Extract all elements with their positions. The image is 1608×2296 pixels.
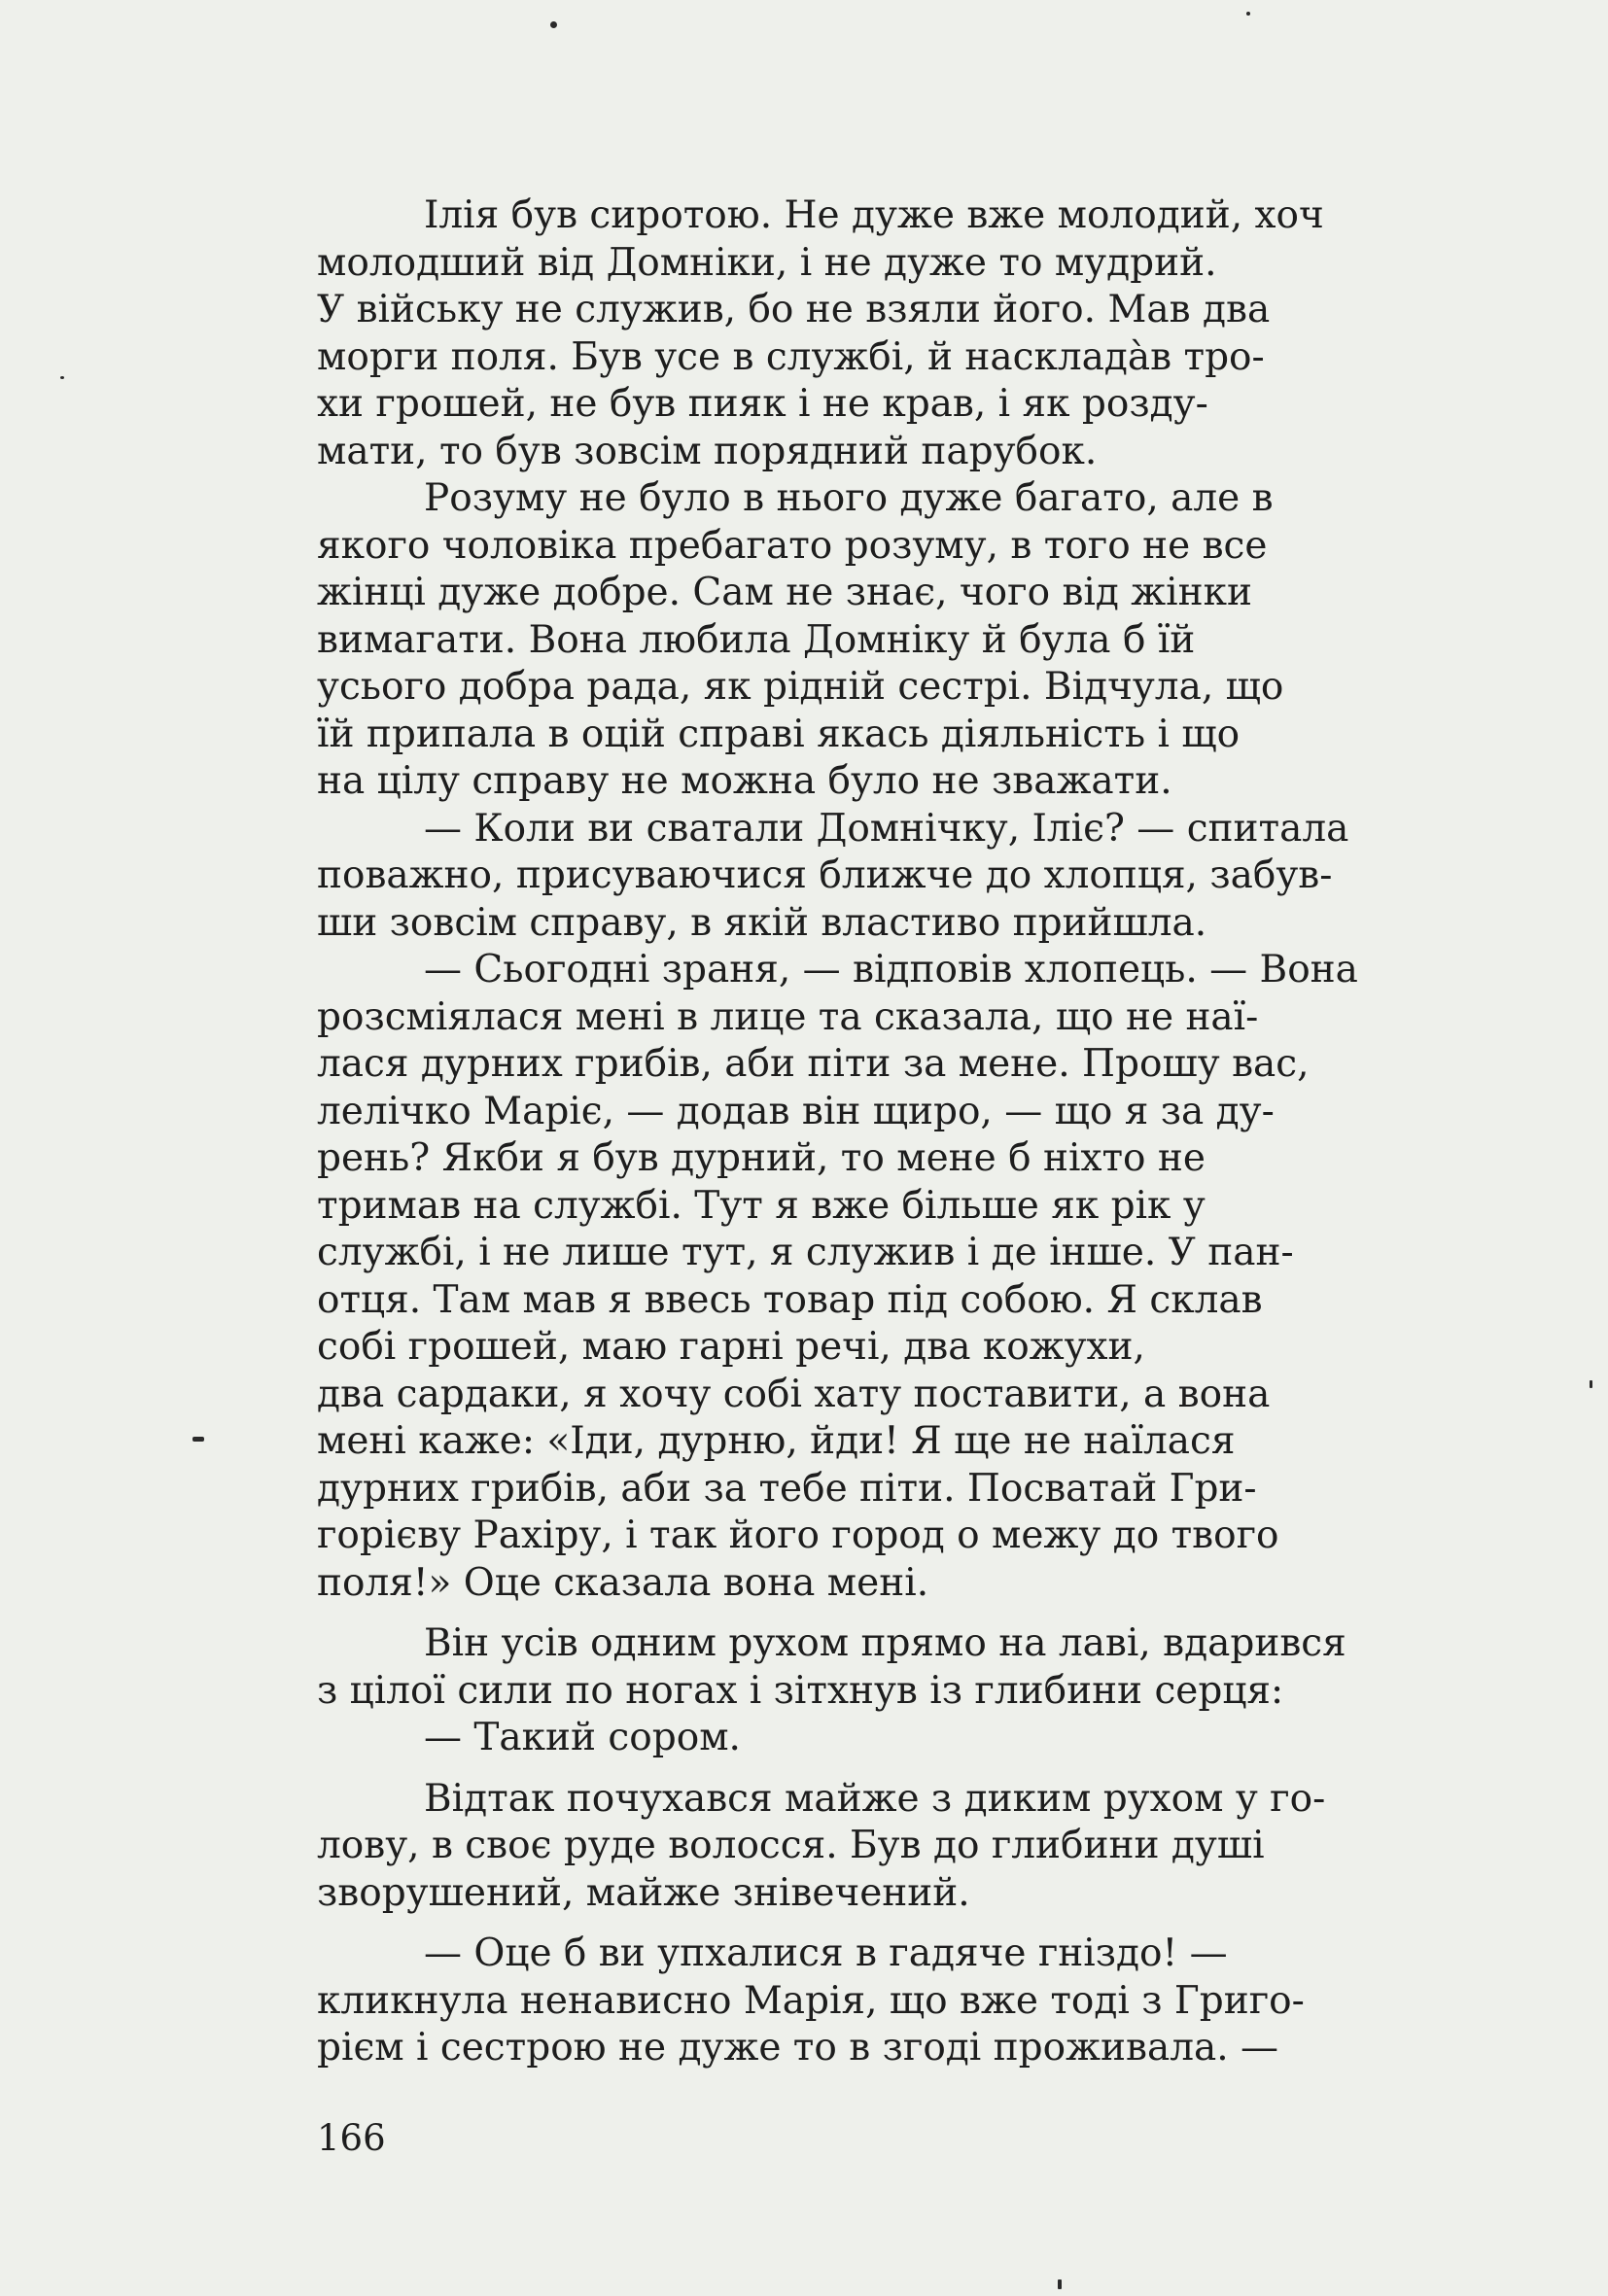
scan-speck (1590, 1380, 1592, 1388)
paragraph-7 (317, 1776, 1557, 1918)
text-line: на цілу справу не можна було не зважати. (317, 759, 1172, 803)
text-line: — Сьогодні зраня, — відповів хлопець. — Вона (424, 948, 1358, 991)
text-line: рень? Якби я був дурний, то мене б ніхто не (317, 1136, 1206, 1180)
text-line: розсміялася мені в лице та сказала, що не наї- (317, 994, 1259, 1039)
text-line: жінці дуже добре. Сам не знає, чого від жінки (317, 571, 1252, 614)
text-line: — Оце б ви упхалися в гадяче гніздо! — (424, 1931, 1228, 1975)
text-line: собі грошей, маю гарні речі, два кожухи, (317, 1325, 1145, 1369)
text-line: вимагати. Вона любила Домніку й була б їй (317, 617, 1196, 662)
page-number: 166 (317, 2117, 386, 2159)
scan-speck (1058, 2279, 1062, 2289)
text-line: ши зовсім справу, в якій властиво прийшла. (317, 900, 1207, 945)
text-line: лелічко Маріє, — додав він щиро, — що я за ду- (317, 1089, 1275, 1133)
text-line: отця. Там мав я ввесь товар під собою. Я склав (317, 1277, 1263, 1322)
text-line: мати, то був зовсім порядний парубок. (317, 429, 1098, 473)
text-line: мені каже: «Іди, дурню, йди! Я ще не наїлася (317, 1419, 1236, 1463)
paragraph-1 (317, 192, 1557, 475)
text-line: морги поля. Був усе в службі, й насклада̀в тро- (317, 334, 1265, 379)
text-line: лася дурних грибів, аби піти за мене. Прошу вас, (317, 1042, 1310, 1086)
paragraph-6 (317, 1715, 1557, 1762)
text-line: службі, і не лише тут, я служив і де інше. У пан- (317, 1231, 1294, 1274)
paragraph-3 (317, 806, 1557, 948)
text-line: Він усів одним рухом прямо на лаві, вдарився (424, 1621, 1346, 1665)
text-line: два сардаки, я хочу собі хату поставити, а вона (317, 1372, 1271, 1416)
paragraph-5 (317, 1620, 1557, 1715)
text-line: У війську не служив, бо не взяли його. Мав два (317, 288, 1271, 331)
text-line: кликнула ненависно Марія, що вже тоді з Григо- (317, 1978, 1305, 2023)
text-line: — Такий сором. (424, 1716, 741, 1759)
text-line: молодший від Домніки, і не дуже то мудрий. (317, 240, 1217, 285)
scan-speck (550, 21, 557, 28)
paragraph-8 (317, 1931, 1557, 2072)
text-line: Розуму не було в нього дуже багато, але в (424, 476, 1274, 520)
scan-speck (60, 376, 64, 379)
body-text (317, 192, 1557, 2072)
text-line: тримав на службі. Тут я вже більше як рік у (317, 1183, 1206, 1228)
text-line: горієву Рахіру, і так його город о межу до твого (317, 1513, 1279, 1557)
text-line: — Коли ви сватали Домнічку, Іліє? — спитала (424, 806, 1349, 851)
text-line: зворушений, майже знівечений. (317, 1870, 970, 1915)
text-line: дурних грибів, аби за тебе піти. Посватай Гри- (317, 1466, 1257, 1511)
text-line: рієм і сестрою не дуже то в згоді проживала. — (317, 2026, 1279, 2070)
text-line: якого чоловіка пребагато розуму, в того не все (317, 523, 1268, 568)
text-line: їй припала в оцій справі якась діяльність і що (317, 712, 1241, 756)
text-line: поважно, присуваючися ближче до хлопця, забув- (317, 853, 1333, 897)
scan-speck (1246, 12, 1250, 16)
paragraph-2 (317, 475, 1557, 806)
text-line: усього добра рада, як рідній сестрі. Відчула, що (317, 665, 1284, 709)
scan-speck (192, 1437, 204, 1442)
text-line: поля!» Оце сказала вона мені. (317, 1560, 929, 1605)
text-line: хи грошей, не був пияк і не крав, і як розду- (317, 382, 1208, 426)
text-line: лову, в своє руде волосся. Був до глибини душі (317, 1824, 1265, 1867)
text-line: Ілія був сиротою. Не дуже вже молодий, хоч (424, 193, 1324, 237)
text-line: Відтак почухався майже з диким рухом у го- (424, 1776, 1326, 1821)
text-line: з цілої сили по ногах і зітхнув із глибини серця: (317, 1668, 1284, 1713)
paragraph-4 (317, 947, 1557, 1607)
